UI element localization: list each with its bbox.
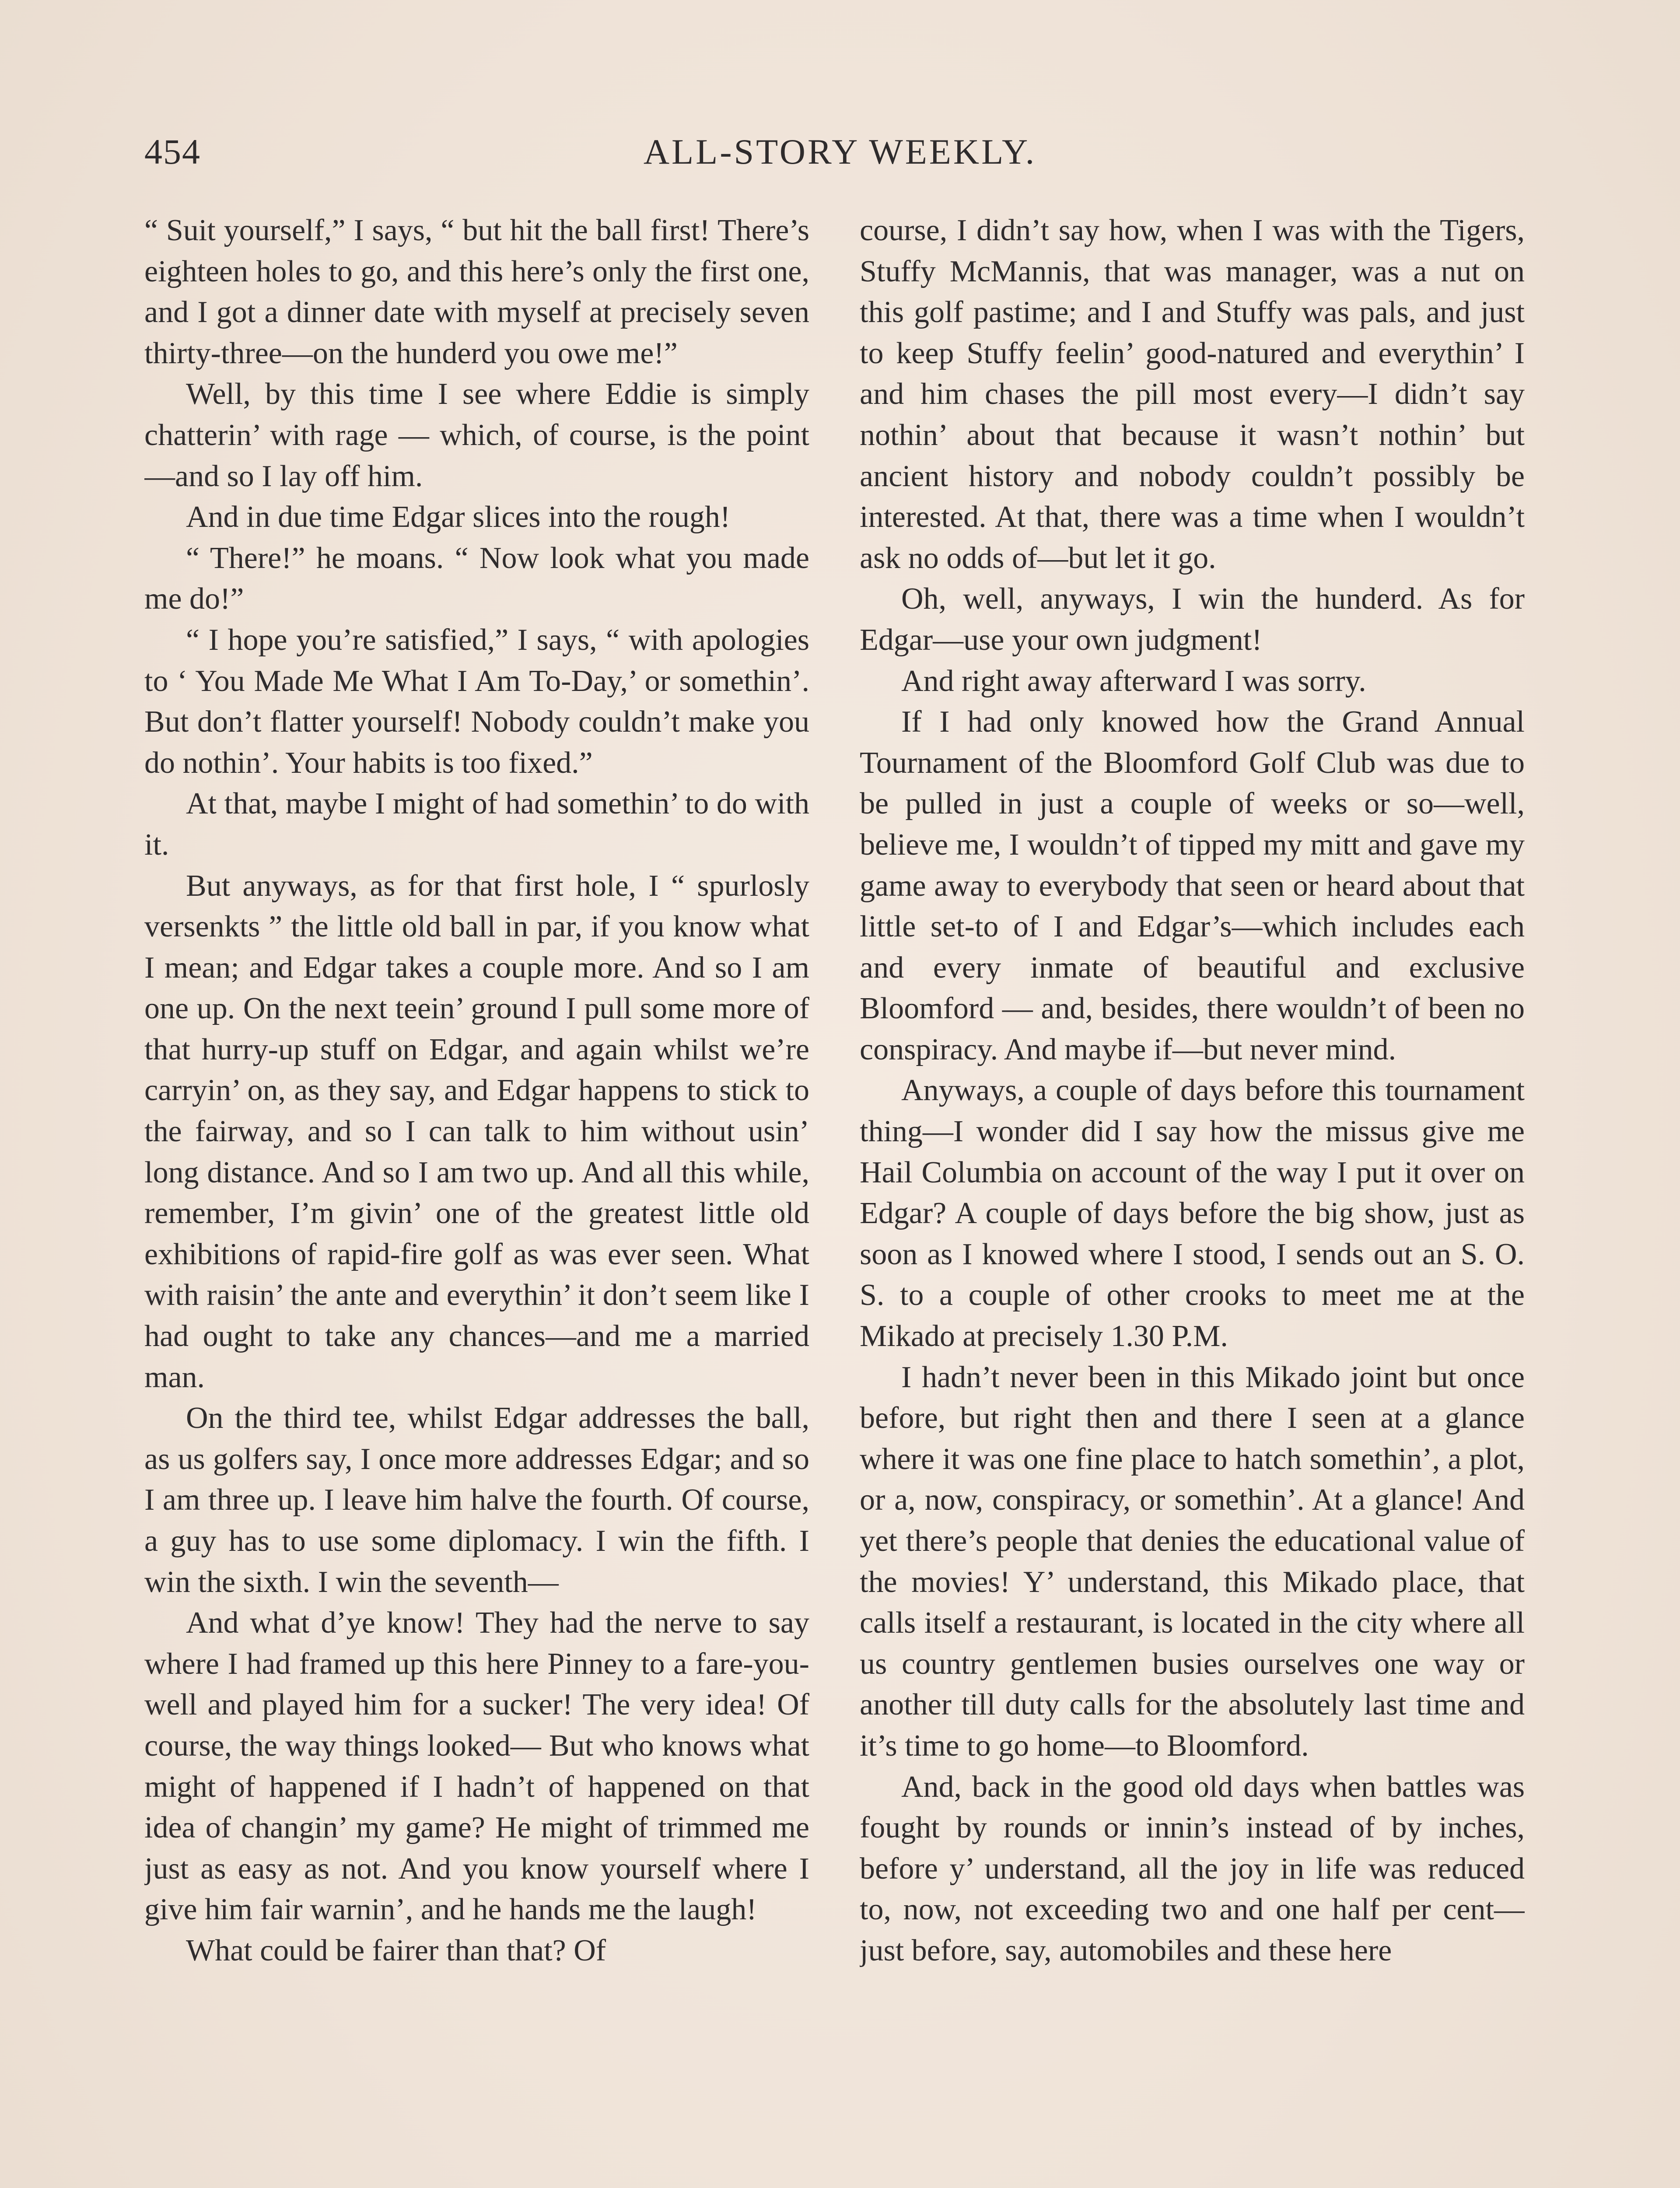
paragraph: course, I didn’t say how, when I was with the Tigers, Stuffy McMannis, that was manager, was a nut on this golf pastime; and I and Stuffy was pals, and just to keep Stuffy feelin’ good-natured and everythin’ I and him chases the pill most every—I didn’t say nothin’ about that because it wasn’t nothin’ but ancient history and nobody couldn’t possibly be interested. At that, there was a time when I wouldn’t ask no odds of—but let it go. bbox=[860, 214, 1525, 575]
paragraph: On the third tee, whilst Edgar addresses the ball, as us golfers say, I once more addresses Edgar; and so I am three up. I leave him halve the fourth. Of course, a guy has to use some diplomacy. I win the fifth. I win the sixth. I win the seventh— bbox=[144, 1401, 809, 1599]
paragraph: Well, by this time I see where Eddie is simply chatterin’ with rage — which, of course, is the point—and so I lay off him. bbox=[144, 377, 809, 493]
paragraph: And right away afterward I was sorry. bbox=[901, 664, 1366, 698]
paragraph: What could be fairer than that? Of bbox=[186, 1933, 606, 1967]
paragraph: Oh, well, anyways, I win the hunderd. As for Edgar—use your own judgment! bbox=[860, 582, 1525, 657]
right-column bbox=[860, 210, 1525, 2188]
paragraph: “ There!” he moans. “ Now look what you made me do!” bbox=[144, 541, 809, 616]
paragraph: I hadn’t never been in this Mikado joint but once before, but right then and there I seen at a glance where it was one fine place to hatch somethin’, a plot, or a, now, conspiracy, or somethin’. At a glance! And yet there’s people that denies the educational value of the movies! Y’ understand, this Mikado place, that calls itself a restaurant, is located in the city where all us country gentlemen busies ourselves one way or another till duty calls for the absolutely last time and it’s time to go home—to Bloomford. bbox=[860, 1360, 1525, 1763]
paragraph: At that, maybe I might of had somethin’ to do with it. bbox=[144, 787, 809, 862]
left-column bbox=[144, 210, 809, 2188]
paragraph: “ Suit yourself,” I says, “ but hit the ball first! There’s eighteen holes to go, and this here’s only the first one, and I got a dinner date with myself at precisely seven thirty-three—on the hunderd you owe me!” bbox=[144, 214, 809, 370]
paragraph: If I had only knowed how the Grand Annual Tournament of the Bloomford Golf Club was due to be pulled in just a couple of weeks or so—well, believe me, I wouldn’t of tipped my mitt and gave my game away to everybody that seen or heard about that little set-to of I and Edgar’s—which includes each and every inmate of beautiful and exclusive Bloomford — and, besides, there wouldn’t of been no conspiracy. And maybe if—but never mind. bbox=[860, 705, 1525, 1066]
paragraph: And, back in the good old days when battles was fought by rounds or innin’s instead of by inches, before y’ understand, all the joy in life was reduced to, now, not exceeding two and one half per cent—just before, say, automobiles and these here bbox=[860, 1770, 1525, 1967]
paragraph: But anyways, as for that first hole, I “ spurlosly versenkts ” the little old ball in par, if you know what I mean; and Edgar takes a couple more. And so I am one up. On the next teein’ ground I pull some more of that hurry-up stuff on Edgar, and again whilst we’re carryin’ on, as they say, and Edgar happens to stick to the fairway, and so I can talk to him without usin’ long distance. And so I am two up. And all this while, remember, I’m givin’ one of the greatest little old exhibitions of rapid-fire golf as was ever seen. What with raisin’ the ante and everythin’ it don’t seem like I had ought to take any chances—and me a married man. bbox=[144, 869, 809, 1394]
paragraph: “ I hope you’re satisfied,” I says, “ with apologies to ‘ You Made Me What I Am To-Day,’ or somethin’. But don’t flatter yourself! Nobody couldn’t make you do nothin’. Your habits is too fixed.” bbox=[144, 623, 809, 780]
paragraph: And in due time Edgar slices into the rough! bbox=[186, 500, 731, 534]
running-head: ALL-STORY WEEKLY. bbox=[643, 132, 1037, 172]
page-number: 454 bbox=[144, 132, 201, 172]
paragraph: And what d’ye know! They had the nerve to say where I had framed up this here Pinney to a fare-you-well and played him for a sucker! The very idea! Of course, the way things looked— But who knows what might of happened if I hadn’t of happened on that idea of changin’ my game? He might of trimmed me just as easy as not. And you know yourself where I give him fair warnin’, and he hands me the laugh! bbox=[144, 1606, 809, 1927]
paragraph: Anyways, a couple of days before this tournament thing—I wonder did I say how the missus give me Hail Columbia on account of the way I put it over on Edgar? A couple of days before the big show, just as soon as I knowed where I stood, I sends out an S. O. S. to a couple of other crooks to meet me at the Mikado at precisely 1.30 P.M. bbox=[860, 1073, 1525, 1353]
page-header bbox=[144, 131, 1536, 184]
